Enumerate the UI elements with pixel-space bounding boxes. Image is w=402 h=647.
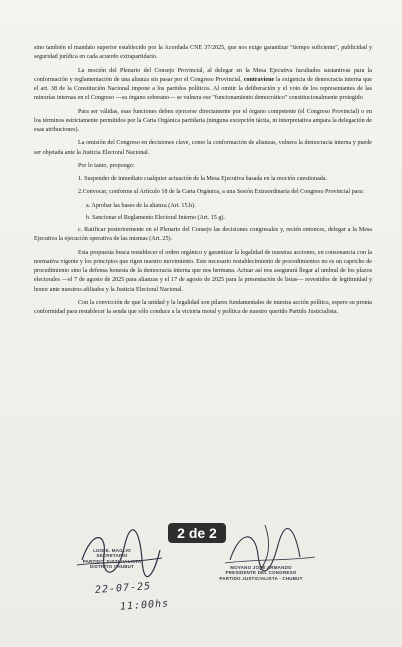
paragraph-3: Para ser válidas, esas funciones deben ejercerse directamente por el órgano competente (el Congreso Provincial) o en los términos estrictamente permitidos por la Carta Orgánica partidaria (ninguna excepción tácita, ni interpretativa ampara la delegación de esas atribuciones).	[34, 108, 372, 133]
proposal-subitem-c: c. Ratificar posteriormente en el Plenario del Consejo las decisiones congresales y, recién entonces, delegar a la Mesa Ejecutiva la ejecución operativa de las mismas (Art. 25).	[34, 227, 372, 243]
paragraph-proposal-intro: Por lo tanto, propongo:	[78, 162, 135, 169]
handwritten-date: 22-07-25	[94, 581, 152, 596]
handwritten-time: 11:00hs	[119, 598, 170, 613]
paragraph-4: La omisión del Congreso en decisiones clave, como la conformación de alianzas, vulnera la democracia interna y puede ser objetada ante la Justicia Electoral Nacional.	[34, 140, 372, 156]
paragraph-closing: Con la convicción de que la unidad y la legalidad son pilares fundamentales de nuestra acción política, espero su pronta conformidad para restablecer la senda que sólo conduce a la victoria moral y política de nuestro querido Partido Justicialista.	[34, 299, 372, 315]
proposal-subitem-a: a. Aprobar las bases de la alianza (Art. 15.h).	[86, 202, 196, 209]
document-body	[34, 44, 372, 321]
left-signature-stamp: LUIS E. MAGLIO SECRETARIO PARTIDO JUSTICIALISTA DISTRITO CHUBUT	[82, 548, 142, 569]
paragraph-1: sino también el mandato superior establecido por la Acordada CNE 37/2025, que nos exige garantizar "tiempo suficiente", publicidad y seguridad jurídica en cada acuerdo extrapartidario.	[34, 45, 372, 61]
right-signature-stamp: MOYANO JOSÉ ARMANDO PRESIDENTE DEL CONGRESO PARTIDO JUSTICIALISTA - CHUBUT	[219, 565, 303, 581]
paragraph-rationale: Esta propuesta busca restablecer el orden orgánico y garantizar la legalidad de nuestras acciones, en consonancia con la normativa vigente y los principios que rigen nuestro movimiento. Este necesario restablecimiento de procedimientos no es un capricho de procedimiento sino la defensa honesta de la democracia interna que nos hermana. Actuar así nos asegurará llegar al umbral de los plazos electorales —el 7 de agosto de 2025 para alianzas y el 17 de agosto de 2025 para la presentación de listas— revestidos de legitimidad y honor ante nuestros afiliados y la Justicia Electoral Nacional.	[34, 249, 372, 293]
page-indicator-badge: 2 de 2	[168, 523, 226, 543]
emphasis-contraviene: contraviene	[243, 76, 275, 83]
proposal-subitem-b: b. Sancionar el Reglamento Electoral Interno (Art. 15 g).	[86, 214, 225, 221]
proposal-item-1: 1. Suspender de inmediato cualquier actuación de la Mesa Ejecutiva basada en la moción cuestionada.	[78, 176, 328, 182]
proposal-item-2: 2.Convocar, conforme al Artículo 18 de la Carta Orgánica, a una Sesión Extraordinaria del Congreso Provincial para:	[78, 189, 364, 196]
paragraph-2: La moción del Plenario del Consejo Provincial, al delegar en la Mesa Ejecutiva facultades sustantivas para la conformación y reglamentación de una alianza sin pasar por el Congreso Provincial, contraviene la exigencia de democracia interna que el art. 38 de la Constitución Nacional impone a los partidos políticos. Al omitir la deliberación y el voto de los representantes de las minorías internas en el Congreso —su órgano soberano— se vulnera ese "funcionamiento democrático" constitucionalmente protegido	[34, 67, 372, 102]
